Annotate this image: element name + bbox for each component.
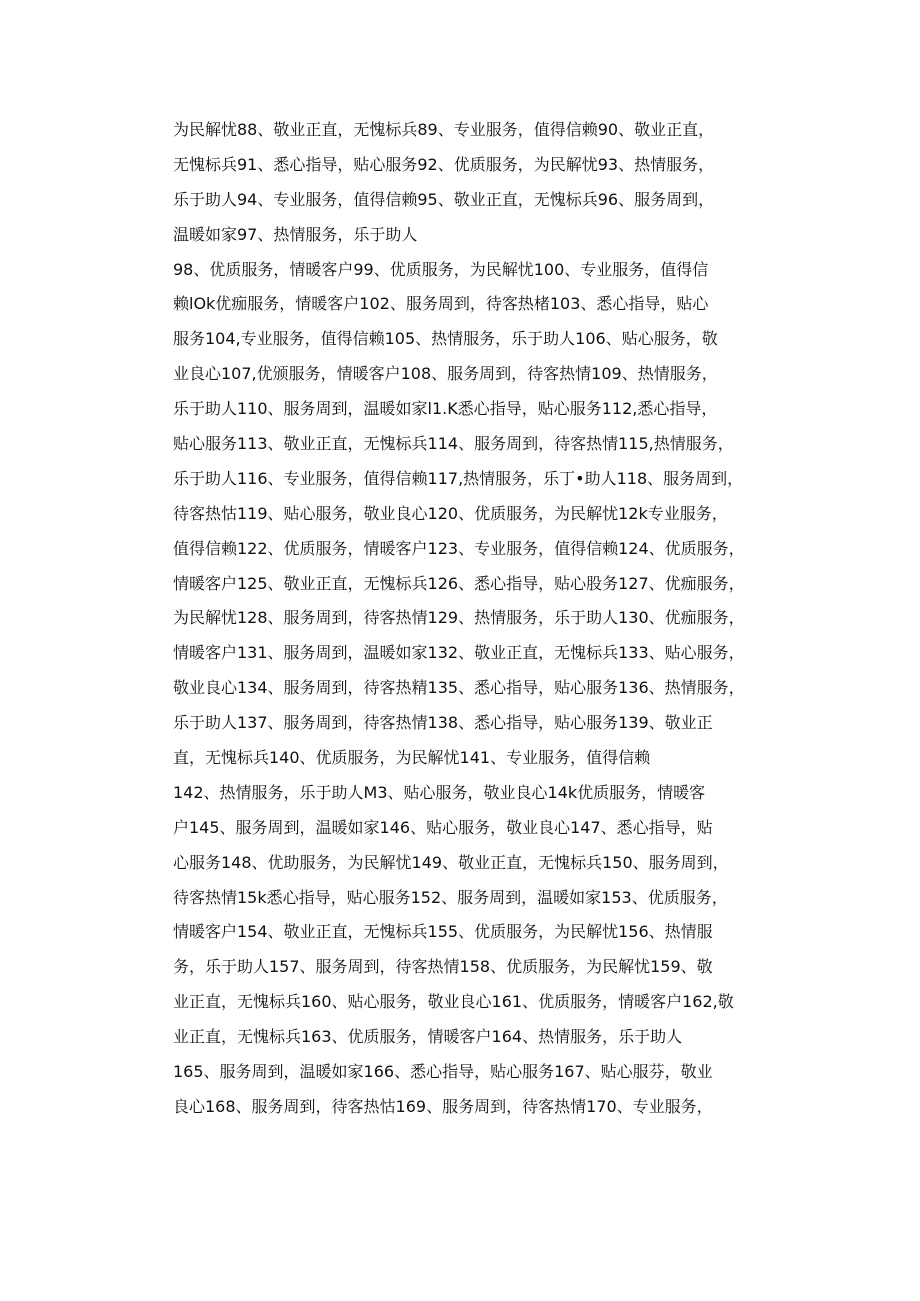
text-line: 服务104,专业服务，值得信赖105、热情服务，乐于助人106、贴心服务，敬 <box>173 329 718 349</box>
text-line: 良心168、服务周到，待客热怙169、服务周到，待客热情170、专业服务， <box>173 1096 713 1116</box>
text-line: 为民解忧88、敬业正直，无愧标兵89、专业服务，值得信赖90、敬业正直， <box>173 120 715 139</box>
text-line: 乐于助人116、专业服务，值得信赖117,热情服务，乐丁•助人118、服务周到， <box>173 468 744 488</box>
text-line: 赖lOk优痂服务，情暖客户102、服务周到，待客热楮103、悉心指导，贴心 <box>173 294 709 314</box>
text-line: 心服务148、优助服务，为民解忧149、敬业正直，无愧标兵150、服务周到， <box>173 852 729 872</box>
text-line: 敬业良心134、服务周到，待客热精135、悉心指导，贴心服务136、热情服务， <box>173 678 745 698</box>
text-line: 98、优质服务，情暖客户99、优质服务，为民解忧100、专业服务，值得信 <box>173 259 709 279</box>
text-line: 温暖如家97、热情服务，乐于助人 <box>173 224 418 244</box>
text-line: 为民解忧128、服务周到，待客热情129、热情服务，乐于助人130、优痂服务， <box>173 608 745 628</box>
text-line: 情暖客户125、敬业正直，无愧标兵126、悉心指导，贴心股务127、优痂服务， <box>173 573 745 593</box>
text-line: 直，无愧标兵140、优质服务，为民解忧141、专业服务，值得信赖 <box>173 748 651 768</box>
text-line: 待客热怙119、贴心服务，敬业良心120、优质服务，为民解忧12k专业服务， <box>173 503 728 523</box>
text-line: 户145、服务周到，温暖如家146、贴心服务，敬业良心147、悉心指导，贴 <box>173 817 713 837</box>
text-line: 业良心107,优颁服务，情暖客户108、服务周到，待客热情109、热情服务， <box>173 364 718 384</box>
text-line: 业正直，无愧标兵160、贴心服务，敬业良心161、优质服务，情暖客户162,敬 <box>173 992 734 1012</box>
text-line: 无愧标兵91、悉心指导，贴心服务92、优质服务，为民解忧93、热情服务， <box>173 154 715 174</box>
text-line: 情暖客户154、敬业正直，无愧标兵155、优质服务，为民解忧156、热情服 <box>173 922 713 942</box>
text-line: 情暖客户131、服务周到，温暖如家132、敬业正直，无愧标兵133、贴心服务， <box>173 643 745 663</box>
text-line: 165、服务周到，温暖如家166、悉心指导，贴心服务167、贴心服芬，敬业 <box>173 1062 713 1082</box>
text-line: 乐于助人94、专业服务，值得信赖95、敬业正直，无愧标兵96、服务周到， <box>173 189 715 209</box>
text-line: 业正直，无愧标兵163、优质服务，情暖客户164、热情服务，乐于助人 <box>173 1027 683 1047</box>
text-line: 务，乐于助人157、服务周到，待客热情158、优质服务，为民解忧159、敬 <box>173 957 713 977</box>
body-text <box>173 113 783 1125</box>
text-line: 乐于助人137、服务周到，待客热情138、悉心指导，贴心服务139、敬业正 <box>173 713 713 733</box>
text-line: 待客热情15k悉心指导，贴心服务152、服务周到，温暖如家153、优质服务， <box>173 887 728 907</box>
text-line: 贴心服务113、敬业正直，无愧标兵114、服务周到，待客热情115,热情服务， <box>173 434 734 454</box>
text-line: 乐于助人110、服务周到，温暖如家l1.K悉心指导，贴心服务112,悉心指导， <box>173 399 718 419</box>
text-line: 值得信赖122、优质服务，情暖客户123、专业服务，值得信赖124、优质服务， <box>173 538 745 558</box>
text-line: 142、热情服务，乐于助人M3、贴心服务，敬业良心14k优质服务，情暖客 <box>173 782 706 802</box>
